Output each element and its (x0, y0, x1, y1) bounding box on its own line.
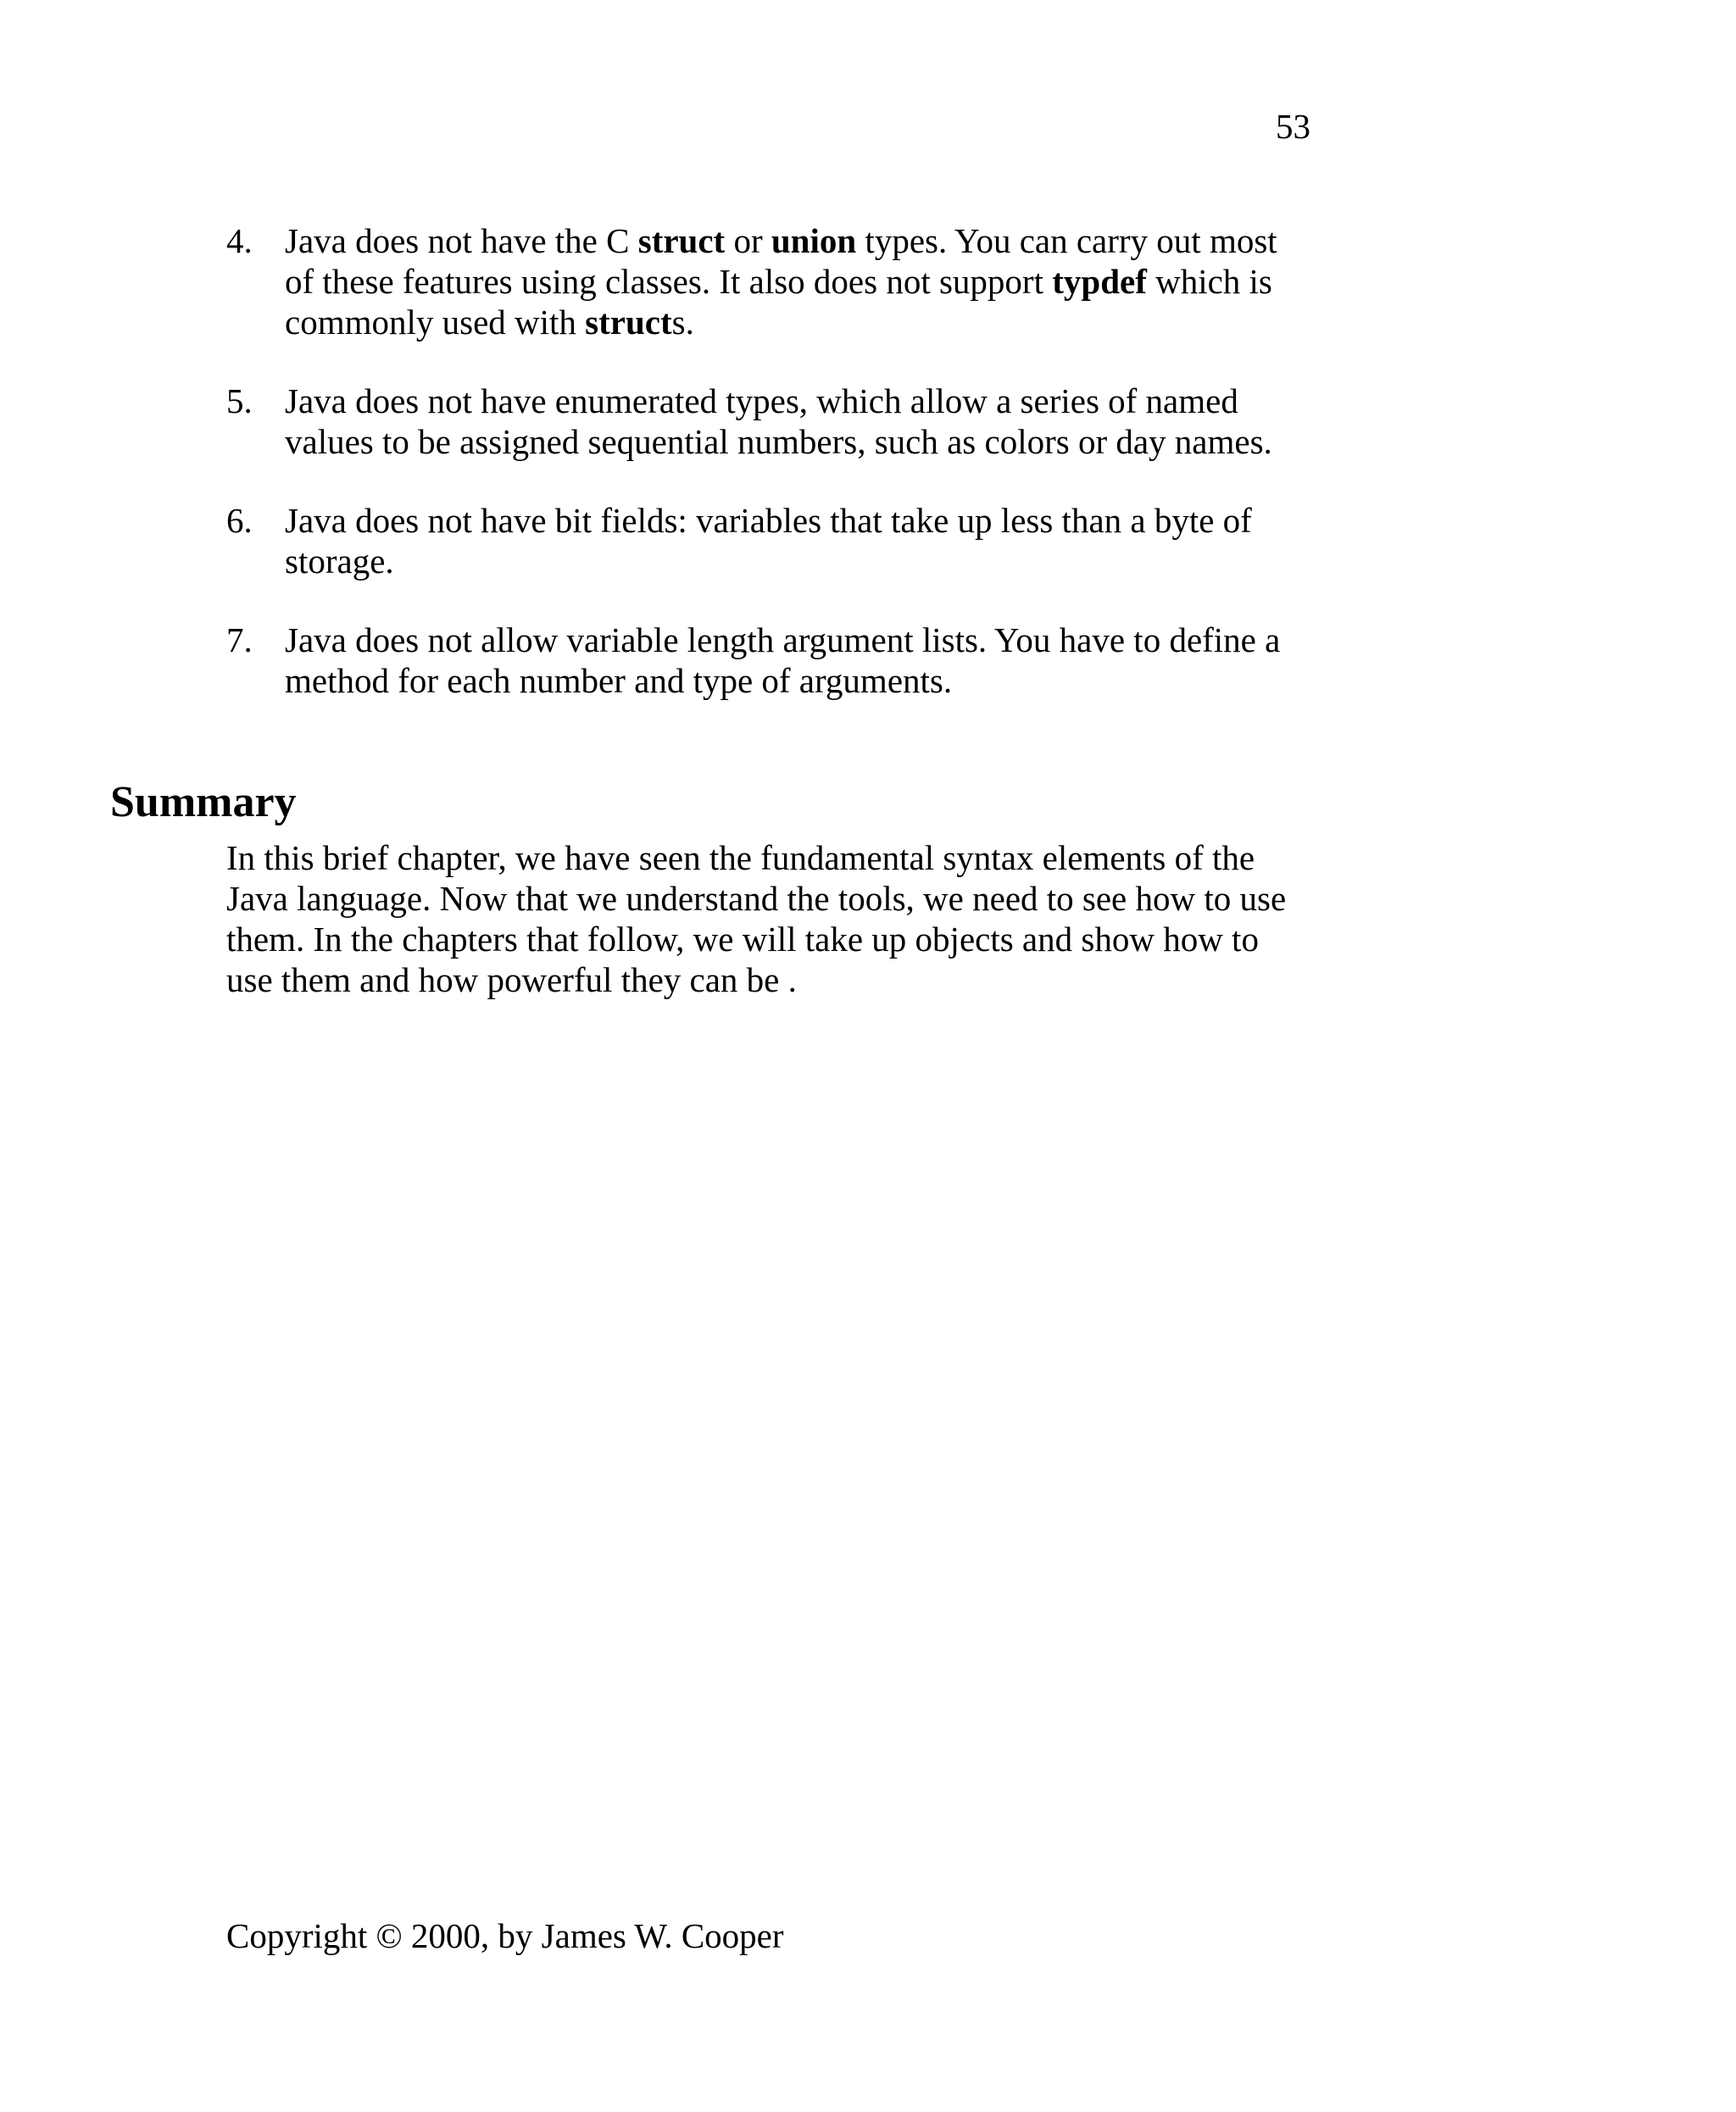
bold-keyword: struct (585, 303, 672, 342)
list-item (220, 620, 1322, 701)
numbered-list (220, 220, 1322, 701)
text-run: Java does not have bit fields: variables that take up less than a byte of (285, 501, 1252, 540)
list-item (220, 220, 1322, 342)
list-item-number: 6. (226, 501, 253, 540)
text-run: method for each number and type of arguments. (285, 661, 953, 700)
list-item-number: 5. (226, 381, 253, 420)
text-run: values to be assigned sequential numbers, such as colors or day names. (285, 422, 1272, 461)
list-item-number: 4. (226, 221, 253, 260)
text-run: commonly used with (285, 303, 586, 342)
bold-keyword: typdef (1052, 262, 1147, 301)
text-run: Java does not allow variable length argument lists. You have to define a (285, 620, 1281, 659)
summary-paragraph (226, 837, 1328, 1000)
summary-line: In this brief chapter, we have seen the fundamental syntax elements of the (226, 838, 1255, 877)
text-run: Java does not have the C (285, 221, 638, 260)
summary-line: them. In the chapters that follow, we will take up objects and show how to (226, 920, 1259, 959)
summary-line: Java language. Now that we understand the tools, we need to see how to use (226, 879, 1287, 918)
text-run: s. (671, 303, 694, 342)
text-run: or (725, 221, 771, 260)
bold-keyword: struct (637, 221, 726, 260)
text-run: types. You can carry out most (856, 221, 1277, 260)
list-item-text (285, 381, 1272, 461)
list-item-text (285, 221, 1277, 342)
bold-keyword: union (771, 221, 857, 260)
list-item-text (285, 620, 1280, 700)
summary-line: use them and how powerful they can be . (226, 960, 797, 999)
summary-heading: Summary (110, 778, 297, 826)
copyright-footer: Copyright © 2000, by James W. Cooper (226, 1916, 784, 1955)
list-item-text (285, 501, 1252, 581)
list-item (220, 500, 1322, 581)
text-run: Java does not have enumerated types, which allow a series of named (285, 381, 1238, 420)
page-number: 53 (1276, 107, 1310, 146)
list-item (220, 381, 1322, 462)
text-run: storage. (285, 542, 394, 581)
text-run: of these features using classes. It also does not support (285, 262, 1053, 301)
text-run: which is (1146, 262, 1272, 301)
list-item-number: 7. (226, 620, 253, 659)
